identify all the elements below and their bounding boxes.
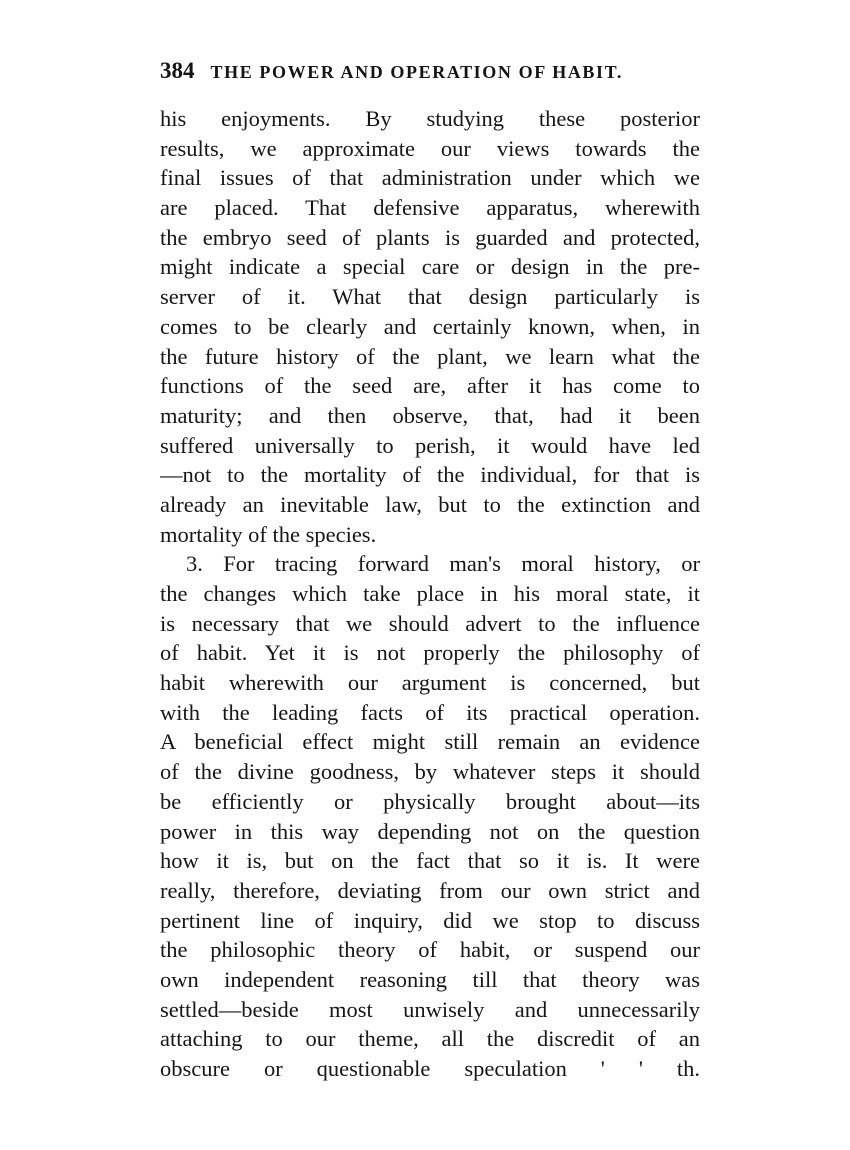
text-line: own independent reasoning till that theory was: [160, 966, 700, 992]
text-line: of habit. Yet it is not properly the philosophy of: [160, 640, 700, 666]
paragraph-start-line: 3. For tracing forward man's moral history, or: [186, 551, 700, 577]
text-line: is necessary that we should advert to the influence: [160, 610, 700, 636]
text-line: how it is, but on the fact that so it is. It were: [160, 848, 700, 874]
text-line: the philosophic theory of habit, or suspend our: [160, 937, 700, 963]
text-line: the future history of the plant, we learn what the: [160, 343, 700, 369]
text-line: final issues of that administration under which we: [160, 165, 700, 191]
text-line: with the leading facts of its practical operation.: [160, 699, 700, 725]
text-line: are placed. That defensive apparatus, wherewith: [160, 195, 700, 221]
text-line: really, therefore, deviating from our own strict and: [160, 877, 700, 903]
text-line: —not to the mortality of the individual, for that is: [160, 462, 700, 488]
text-line: comes to be clearly and certainly known, when, in: [160, 313, 700, 339]
text-line: might indicate a special care or design in the pre-: [160, 254, 700, 280]
text-line: power in this way depending not on the question: [160, 818, 700, 844]
text-line: the embryo seed of plants is guarded and protected,: [160, 224, 700, 250]
text-line: the changes which take place in his moral state, it: [160, 581, 700, 606]
text-line: his enjoyments. By studying these posterior: [160, 106, 700, 131]
text-line: functions of the seed are, after it has come to: [160, 373, 700, 399]
text-line: of the divine goodness, by whatever steps it should: [160, 759, 700, 785]
text-line: server of it. What that design particularly is: [160, 284, 700, 310]
text-line: results, we approximate our views towards the: [160, 135, 700, 161]
text-line: settled—beside most unwisely and unnecessarily: [160, 996, 700, 1022]
paragraph-end-line: mortality of the species.: [160, 521, 377, 547]
text-line: obscure or questionable speculation ' ' th.: [160, 1056, 700, 1081]
text-line: A beneficial effect might still remain an evidence: [160, 729, 700, 755]
text-line: already an inevitable law, but to the extinction and: [160, 491, 700, 517]
running-title: THE POWER AND OPERATION OF HABIT.: [210, 62, 624, 82]
text-line: maturity; and then observe, that, had it been: [160, 402, 700, 428]
text-line: habit wherewith our argument is concerned, but: [160, 670, 700, 696]
text-line: pertinent line of inquiry, did we stop to discuss: [160, 907, 700, 933]
text-line: attaching to our theme, all the discredit of an: [160, 1026, 700, 1052]
text-line: suffered universally to perish, it would have led: [160, 432, 700, 458]
text-line: be efficiently or physically brought about—its: [160, 788, 700, 814]
running-head: [160, 58, 720, 88]
page-number: 384: [160, 58, 195, 83]
body-text: [160, 104, 700, 1084]
